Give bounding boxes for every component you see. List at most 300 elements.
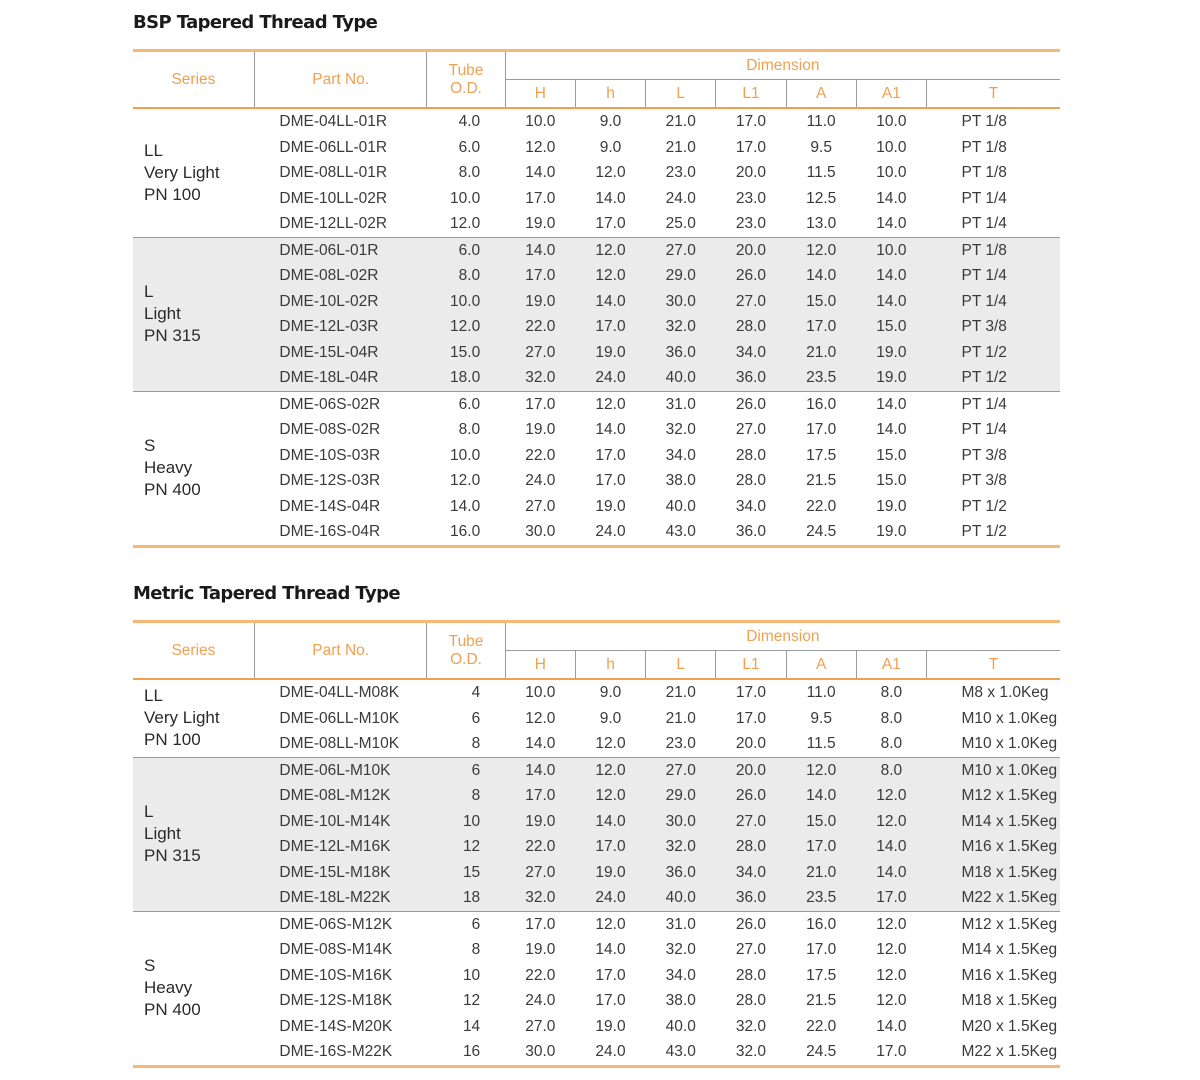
dim-L-cell: 40.0 [646,365,716,391]
dim-L-cell: 21.0 [665,113,696,130]
table-row [133,186,1060,212]
dim-L-cell: 36.0 [646,340,716,366]
dim-A1-cell: 12.0 [856,809,926,835]
dim-h-cell: 17.0 [595,992,626,1009]
dim-h-cell: 9.0 [599,138,622,156]
dim-A1-cell: 8.0 [880,684,903,701]
header-dim-H: H [505,80,575,109]
dim-L-cell: 40.0 [646,885,716,911]
dim-A-cell: 21.0 [786,860,856,886]
dim-H-cell: 27.0 [505,860,575,886]
part-no-cell: DME-08L-M12K [254,783,427,809]
header-dim-L: L [646,80,716,109]
dim-L1-cell: 26.0 [735,395,767,413]
dim-H-cell: 19.0 [505,289,575,315]
tube-od-cell: 10.0 [427,289,505,315]
table-row [133,108,1060,135]
thread-T-cell: M14 x 1.5Keg [961,941,1058,958]
dim-A1-cell: 19.0 [876,497,907,515]
dim-L1-cell: 17.0 [735,684,767,701]
part-no-cell: DME-18L-04R [254,365,427,391]
dim-h-cell: 19.0 [575,340,645,366]
dim-L-cell: 36.0 [646,860,716,886]
dim-L1-cell: 32.0 [735,1017,767,1035]
table-row [133,135,1060,161]
dim-h-cell: 12.0 [595,735,626,752]
dim-L1-cell: 34.0 [735,497,767,515]
metric-section [133,581,1060,1068]
tube-od-cell: 18 [427,885,505,911]
dim-L1-cell: 28.0 [716,834,786,860]
dim-A1-cell: 8.0 [880,735,903,752]
part-no-cell: DME-10L-M14K [254,809,427,835]
tube-od-cell: 4 [471,684,481,701]
dim-L-cell: 29.0 [646,263,716,289]
dim-L1-cell: 26.0 [716,263,786,289]
dim-L-cell: 34.0 [665,446,696,464]
dim-h-cell: 24.0 [575,365,645,391]
header-dim-H: H [505,651,575,680]
thread-T-cell: M10 x 1.0Keg [961,735,1058,752]
dim-A-cell: 14.0 [786,783,856,809]
series-label: S [144,436,156,455]
header-tube-od [427,622,505,680]
thread-T-cell: PT 1/8 [961,113,1007,130]
part-no-cell: DME-08LL-M10K [279,735,400,752]
dim-A1-cell: 8.0 [856,757,926,783]
dim-A-cell: 24.5 [806,523,837,540]
dim-L1-cell: 28.0 [735,966,767,984]
thread-T-cell: PT 3/8 [927,314,1061,340]
dim-A-cell: 17.0 [786,314,856,340]
thread-T-cell: M14 x 1.5Keg [927,809,1061,835]
series-group [133,757,1060,911]
tube-od-cell: 16 [462,1043,481,1060]
dim-A1-cell: 14.0 [876,215,907,232]
dim-A1-cell: 14.0 [876,1017,907,1035]
tube-od-cell: 14 [462,1017,481,1035]
part-no-cell: DME-14S-04R [279,497,381,515]
dim-H-cell: 24.0 [525,472,556,489]
dim-L-cell: 43.0 [665,523,696,540]
dim-h-cell: 17.0 [595,472,626,489]
dim-H-cell: 30.0 [525,1043,556,1060]
dim-L1-cell: 36.0 [716,885,786,911]
table-row [133,160,1060,186]
dim-L1-cell: 27.0 [735,941,767,958]
header-tube-label: Tube [448,61,484,79]
dim-h-cell: 12.0 [595,395,626,413]
dim-A-cell: 12.0 [786,757,856,783]
part-no-cell: DME-08LL-01R [279,164,388,181]
dim-A-cell: 15.0 [786,289,856,315]
part-no-cell: DME-08S-M14K [279,941,393,958]
part-no-cell: DME-06S-M12K [279,915,393,933]
thread-T-cell: M22 x 1.5Keg [927,885,1061,911]
part-no-cell: DME-10L-02R [254,289,427,315]
series-label: L [144,802,154,821]
dim-h-cell: 24.0 [595,523,626,540]
series-label: PN 100 [144,184,201,204]
tube-od-cell: 14.0 [450,497,481,515]
dim-H-cell: 22.0 [525,446,556,464]
dim-A-cell: 17.0 [806,941,837,958]
dim-L-cell: 40.0 [665,497,696,515]
series-group [133,108,1060,237]
tube-od-cell: 10.0 [450,189,481,207]
part-no-cell: DME-08L-02R [254,263,427,289]
dim-H-cell: 14.0 [505,237,575,263]
dim-L1-cell: 20.0 [716,237,786,263]
dim-A1-cell: 19.0 [856,365,926,391]
part-no-cell: DME-14S-M20K [279,1017,393,1035]
thread-T-cell: PT 1/4 [961,215,1007,232]
dim-L1-cell: 28.0 [735,446,767,464]
dim-H-cell: 27.0 [505,340,575,366]
thread-T-cell: M10 x 1.0Keg [927,757,1061,783]
tube-od-cell: 6 [427,757,505,783]
dim-A1-cell: 12.0 [876,992,907,1009]
dim-h-cell: 24.0 [575,885,645,911]
dim-L-cell: 38.0 [665,472,696,489]
dim-h-cell: 12.0 [575,237,645,263]
series-cell [133,237,254,391]
dim-A1-cell: 12.0 [876,941,907,958]
tube-od-cell: 8.0 [427,263,505,289]
dim-H-cell: 10.0 [525,113,556,130]
dim-L1-cell: 27.0 [735,421,767,438]
dim-H-cell: 22.0 [505,834,575,860]
table-row [133,391,1060,417]
dim-A-cell: 16.0 [806,395,837,413]
thread-T-cell: M22 x 1.5Keg [961,1043,1058,1060]
dim-L-cell: 31.0 [665,395,696,413]
table-row [133,443,1060,469]
part-no-cell: DME-10LL-02R [279,189,388,207]
dim-H-cell: 14.0 [525,164,556,181]
tube-od-cell: 12.0 [450,472,481,489]
dim-L-cell: 30.0 [646,809,716,835]
tube-od-cell: 12.0 [450,215,481,232]
part-no-cell: DME-10S-03R [279,446,381,464]
dim-H-cell: 27.0 [525,1017,556,1035]
dim-h-cell: 17.0 [595,215,626,232]
header-dim-A: A [786,651,856,680]
part-no-cell: DME-06L-M10K [254,757,427,783]
dim-A-cell: 11.5 [806,164,836,181]
series-label: Very Light [144,708,220,728]
tube-od-cell: 12.0 [427,314,505,340]
dim-h-cell: 17.0 [595,446,626,464]
dim-L-cell: 24.0 [665,189,696,207]
series-label: PN 400 [144,480,201,499]
series-label: PN 100 [144,730,201,750]
thread-T-cell: PT 1/4 [961,189,1007,207]
tube-od-cell: 18.0 [427,365,505,391]
part-no-cell: DME-12L-03R [254,314,427,340]
tube-od-cell: 12 [427,834,505,860]
tube-od-cell: 4.0 [458,113,481,130]
dim-A1-cell: 10.0 [876,113,907,130]
series-cell [133,911,254,1066]
dim-h-cell: 9.0 [599,684,622,701]
table-row [133,237,1060,263]
header-dimension: Dimension [505,622,1060,651]
header-tube-od [427,51,505,109]
header-dim-A1: A1 [856,651,926,680]
dim-H-cell: 17.0 [505,263,575,289]
header-series: Series [133,622,254,680]
table-row [133,1039,1060,1066]
thread-T-cell: PT 1/8 [961,138,1007,156]
series-group [133,237,1060,391]
dim-A-cell: 23.5 [786,885,856,911]
dim-A1-cell: 15.0 [876,446,907,464]
dim-H-cell: 12.0 [525,138,556,156]
dim-L-cell: 30.0 [646,289,716,315]
tube-od-cell: 8 [471,735,481,752]
tube-od-cell: 16.0 [450,523,481,540]
dim-h-cell: 14.0 [595,189,626,207]
thread-T-cell: M16 x 1.5Keg [961,966,1058,984]
dim-A-cell: 17.0 [786,834,856,860]
part-no-cell: DME-06LL-01R [279,138,388,156]
dim-A1-cell: 8.0 [880,709,903,727]
dim-L-cell: 43.0 [665,1043,696,1060]
dim-h-cell: 17.0 [575,314,645,340]
tube-od-cell: 8.0 [458,164,481,181]
dim-A-cell: 17.0 [806,421,837,438]
header-dim-h: h [575,651,645,680]
dim-H-cell: 24.0 [525,992,556,1009]
series-label: PN 315 [144,846,201,865]
dim-A-cell: 22.0 [806,497,837,515]
dim-A-cell: 22.0 [806,1017,837,1035]
dim-A-cell: 23.5 [786,365,856,391]
dim-H-cell: 22.0 [505,314,575,340]
dim-A1-cell: 12.0 [876,966,907,984]
series-label: Light [144,304,181,323]
part-no-cell: DME-04LL-01R [279,113,388,130]
tube-od-cell: 10 [427,809,505,835]
table-row [133,289,1060,315]
bsp-table [133,49,1060,548]
series-cell [133,391,254,546]
dim-A-cell: 11.5 [806,735,836,752]
dim-A1-cell: 17.0 [876,1043,907,1060]
dim-L1-cell: 23.0 [735,215,767,232]
series-label: Very Light [144,162,220,182]
table-row [133,314,1060,340]
dim-L-cell: 34.0 [665,966,696,984]
table-row [133,263,1060,289]
dim-A1-cell: 14.0 [856,289,926,315]
dim-L1-cell: 26.0 [716,783,786,809]
dim-H-cell: 12.0 [525,709,556,727]
dim-A-cell: 12.0 [786,237,856,263]
dim-A1-cell: 10.0 [876,138,907,156]
header-tube-label: Tube [448,632,484,650]
table-row [133,963,1060,989]
dim-A-cell: 17.5 [806,966,837,984]
thread-T-cell: PT 1/2 [927,365,1061,391]
table-row [133,211,1060,237]
tube-od-cell: 8 [427,783,505,809]
dim-h-cell: 12.0 [575,263,645,289]
table-row [133,365,1060,391]
dim-h-cell: 19.0 [595,1017,626,1035]
dim-A1-cell: 14.0 [876,421,907,438]
dim-A-cell: 24.5 [806,1043,837,1060]
tube-od-cell: 15 [427,860,505,886]
dim-A-cell: 13.0 [806,215,837,232]
header-part-no: Part No. [254,51,427,109]
thread-T-cell: PT 1/8 [961,164,1007,181]
dim-A1-cell: 12.0 [876,915,907,933]
thread-T-cell: PT 3/8 [961,472,1007,489]
header-dim-h: h [575,80,645,109]
table-row [133,757,1060,783]
thread-T-cell: PT 1/4 [961,421,1007,438]
dim-L-cell: 32.0 [646,314,716,340]
dim-h-cell: 14.0 [595,421,626,438]
series-group [133,679,1060,757]
dim-L1-cell: 36.0 [735,523,767,540]
dim-A1-cell: 15.0 [876,472,907,489]
dim-A1-cell: 12.0 [856,783,926,809]
dim-L-cell: 21.0 [665,709,696,727]
dim-h-cell: 17.0 [595,966,626,984]
table-row [133,809,1060,835]
table-row [133,860,1060,886]
dim-A1-cell: 14.0 [856,860,926,886]
table-row [133,679,1060,706]
dim-A1-cell: 14.0 [876,189,907,207]
header-part-no: Part No. [254,622,427,680]
dim-L-cell: 32.0 [646,834,716,860]
header-dim-A1: A1 [856,80,926,109]
dim-A-cell: 12.5 [806,189,837,207]
dim-L1-cell: 28.0 [735,472,767,489]
dim-L-cell: 31.0 [665,915,696,933]
dim-h-cell: 24.0 [595,1043,626,1060]
dim-A-cell: 9.5 [810,709,832,727]
dim-L1-cell: 27.0 [716,289,786,315]
dim-H-cell: 14.0 [525,735,556,752]
part-no-cell: DME-12S-03R [279,472,381,489]
header-series: Series [133,51,254,109]
dim-h-cell: 14.0 [595,941,626,958]
thread-T-cell: PT 1/8 [927,237,1061,263]
series-cell [133,679,254,757]
tube-od-cell: 6.0 [458,395,481,413]
series-group [133,911,1060,1066]
dim-h-cell: 12.0 [575,783,645,809]
dim-L1-cell: 34.0 [716,340,786,366]
dim-L1-cell: 17.0 [735,709,767,727]
dim-L1-cell: 36.0 [716,365,786,391]
dim-H-cell: 17.0 [525,189,556,207]
part-no-cell: DME-08S-02R [279,421,381,438]
series-label: Heavy [144,458,193,477]
tube-od-cell: 6 [471,915,481,933]
dim-H-cell: 32.0 [505,365,575,391]
thread-T-cell: PT 1/2 [961,497,1007,515]
header-od-label: O.D. [450,79,482,97]
dim-H-cell: 17.0 [525,395,556,413]
tube-od-cell: 6 [471,709,481,727]
dim-L1-cell: 20.0 [716,757,786,783]
tube-od-cell: 6.0 [427,237,505,263]
dim-L1-cell: 34.0 [716,860,786,886]
thread-T-cell: PT 1/4 [927,289,1061,315]
dim-L1-cell: 28.0 [716,314,786,340]
dim-L-cell: 23.0 [665,735,696,752]
dim-H-cell: 14.0 [505,757,575,783]
part-no-cell: DME-06S-02R [279,395,381,413]
tube-od-cell: 8 [471,941,481,958]
bsp-table-header [133,51,1060,109]
table-row [133,911,1060,937]
dim-H-cell: 27.0 [525,497,556,515]
dim-L1-cell: 20.0 [735,164,767,181]
table-row [133,417,1060,443]
dim-L-cell: 40.0 [665,1017,696,1035]
dim-h-cell: 19.0 [575,860,645,886]
dim-A-cell: 21.5 [806,472,837,489]
table-row [133,937,1060,963]
header-dim-L: L [646,651,716,680]
dim-L1-cell: 28.0 [735,992,767,1009]
thread-T-cell: M12 x 1.5Keg [961,915,1058,933]
part-no-cell: DME-12L-M16K [254,834,427,860]
tube-od-cell: 10 [462,966,481,984]
part-no-cell: DME-10S-M16K [279,966,393,984]
thread-T-cell: M18 x 1.5Keg [927,860,1061,886]
table-row [133,706,1060,732]
dim-h-cell: 19.0 [595,497,626,515]
dim-A-cell: 15.0 [786,809,856,835]
dim-H-cell: 17.0 [525,915,556,933]
table-row [133,731,1060,757]
table-row [133,834,1060,860]
thread-T-cell: M16 x 1.5Keg [927,834,1061,860]
header-dimension: Dimension [505,51,1060,80]
dim-h-cell: 9.0 [599,113,622,130]
header-dim-L1: L1 [716,651,786,680]
table-row [133,468,1060,494]
dim-L1-cell: 32.0 [735,1043,767,1060]
series-label: LL [144,686,163,706]
series-cell [133,108,254,237]
series-label: PN 315 [144,326,201,345]
dim-H-cell: 19.0 [525,421,556,438]
thread-T-cell: M20 x 1.5Keg [961,1017,1058,1035]
part-no-cell: DME-04LL-M08K [279,684,400,701]
dim-A-cell: 21.0 [786,340,856,366]
thread-T-cell: PT 1/2 [961,523,1007,540]
dim-A1-cell: 14.0 [876,395,907,413]
dim-h-cell: 9.0 [599,709,622,727]
series-label: L [144,282,154,301]
dim-L1-cell: 27.0 [716,809,786,835]
part-no-cell: DME-06LL-M10K [279,709,400,727]
thread-T-cell: PT 1/4 [927,263,1061,289]
tube-od-cell: 8.0 [458,421,481,438]
dim-A1-cell: 10.0 [856,237,926,263]
bsp-title: BSP Tapered Thread Type [133,12,378,33]
header-dim-T: T [927,80,1061,109]
